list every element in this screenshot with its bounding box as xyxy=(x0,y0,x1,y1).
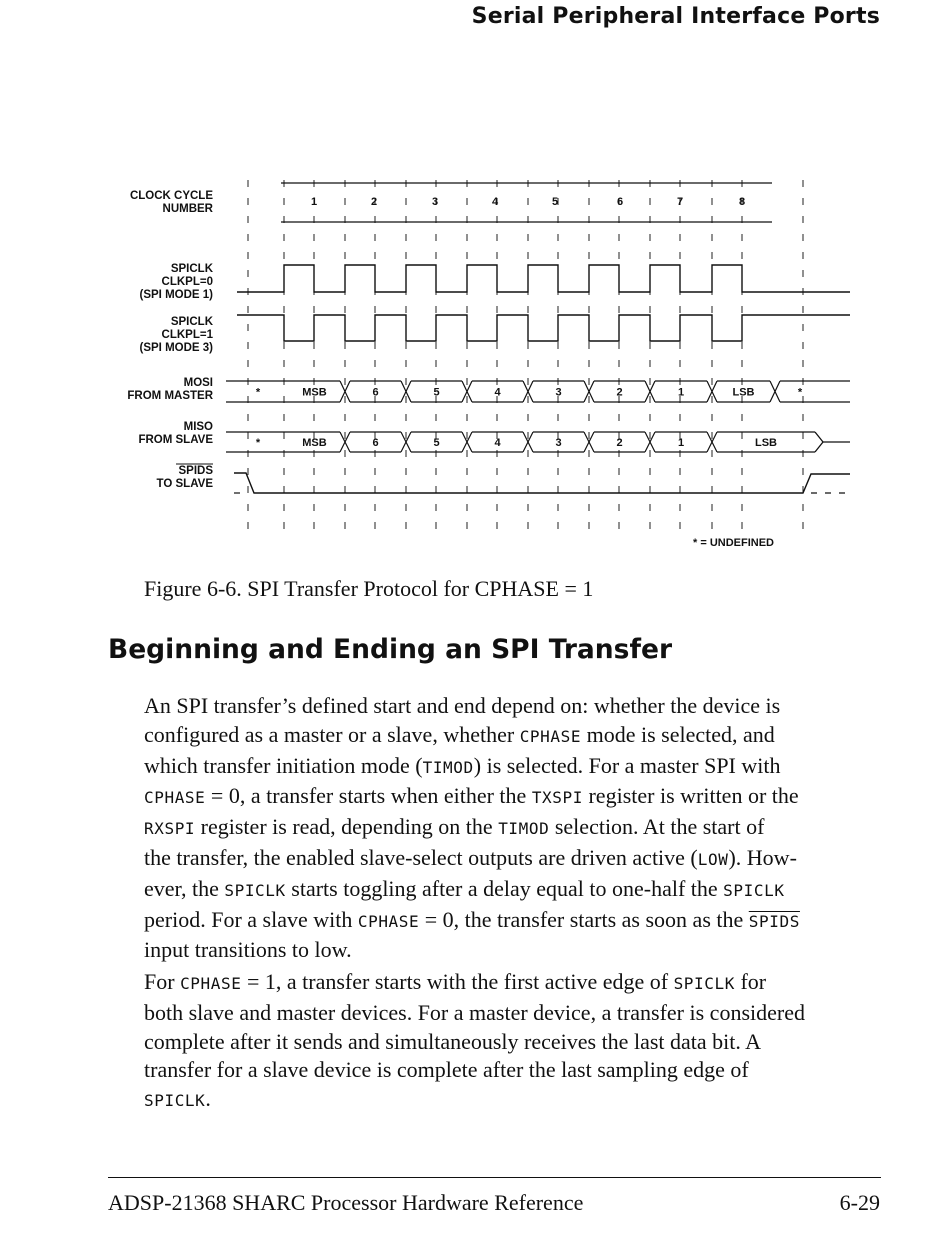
text-run: period. For a slave with xyxy=(144,906,358,932)
mosi-cell-label: LSB xyxy=(732,386,755,399)
miso-cell-label: MSB xyxy=(302,437,327,449)
spiclk-mode3-waveform xyxy=(237,315,850,341)
text-run: ). How- xyxy=(728,844,797,870)
code-term: CPHASE xyxy=(519,726,582,746)
cycle-number: 2 xyxy=(370,196,378,208)
text-run: configured as a master or a slave, whether xyxy=(144,721,520,747)
miso-cell-label: 3 xyxy=(555,437,562,449)
spiclk-mode1-label: SPICLK xyxy=(170,263,213,275)
miso-end xyxy=(815,432,823,452)
text-run: mode is selected, and xyxy=(581,721,775,747)
spiclk-mode3-label: SPICLK xyxy=(170,316,213,328)
code-term: CPHASE xyxy=(180,974,242,993)
miso-cell-label: 2 xyxy=(616,437,623,449)
code-term: CPHASE xyxy=(357,911,420,931)
text-line xyxy=(144,1056,886,1085)
running-head: Serial Peripheral Interface Ports xyxy=(471,4,880,29)
text-run: For xyxy=(144,969,181,994)
code-term: CPHASE xyxy=(144,788,206,808)
text-run: register is written or the xyxy=(582,783,799,809)
text-run: = 0, the transfer starts as soon as the xyxy=(419,906,749,932)
code-term: SPICLK xyxy=(673,974,735,993)
section-heading: Beginning and Ending an SPI Transfer xyxy=(108,634,673,665)
text-line xyxy=(144,813,886,844)
text-line xyxy=(144,999,886,1028)
clock-cycle-label: CLOCK CYCLE xyxy=(129,190,213,202)
spiclk-mode3-label: CLKPL=1 xyxy=(161,329,213,341)
cycle-number: 7 xyxy=(676,196,684,208)
cycle-number: 1 xyxy=(310,196,318,208)
text-line xyxy=(144,875,886,906)
text-line xyxy=(144,844,886,875)
text-line xyxy=(144,692,886,721)
miso-label: MISO xyxy=(183,421,213,433)
spiclk-mode1-label: CLKPL=0 xyxy=(161,276,213,288)
text-run: input transitions to low. xyxy=(144,937,352,963)
text-line xyxy=(144,1085,886,1116)
miso-cell-label: 4 xyxy=(494,437,501,449)
text-run: . xyxy=(205,1086,211,1112)
code-term: TXSPI xyxy=(531,788,583,808)
miso-cell-label: * xyxy=(255,437,261,449)
text-run: both slave and master devices. For a master device, a transfer is considered xyxy=(144,999,805,1025)
miso-label: FROM SLAVE xyxy=(138,434,213,446)
text-run: ) is selected. For a master SPI with xyxy=(473,752,781,778)
cycle-number: 3 xyxy=(431,196,439,208)
text-line xyxy=(144,936,886,965)
mosi-cell-label: MSB xyxy=(302,386,327,399)
mosi-cell-label: 5 xyxy=(433,386,440,399)
code-term: SPICLK xyxy=(723,880,785,900)
miso-cell-label: LSB xyxy=(755,437,777,449)
mosi-cell-label: 2 xyxy=(616,386,623,399)
footer-title: ADSP-21368 SHARC Processor Hardware Reference xyxy=(108,1190,584,1215)
text-run: ever, the xyxy=(144,875,225,901)
text-run: register is read, depending on the xyxy=(195,814,499,840)
figure-caption: Figure 6-6. SPI Transfer Protocol for CPHASE = 1 xyxy=(144,576,594,601)
cycle-number: 5 xyxy=(551,196,559,208)
mosi-cell-label: * xyxy=(797,386,803,399)
text-line xyxy=(144,906,886,937)
footer-rule xyxy=(108,1177,881,1178)
spids-label: SPIDS xyxy=(178,465,213,477)
text-line xyxy=(144,721,886,752)
code-term: LOW xyxy=(697,849,729,869)
spids-waveform xyxy=(234,473,850,493)
cycle-number: 6 xyxy=(616,196,624,208)
code-term: TIMOD xyxy=(498,819,550,839)
text-run: which transfer initiation mode ( xyxy=(144,752,423,778)
paragraph-1 xyxy=(144,692,886,965)
cycle-number: 8 xyxy=(738,196,746,208)
cycle-number: 4 xyxy=(491,196,499,208)
undefined-note: * = UNDEFINED xyxy=(693,537,774,549)
mosi-cell-label: 6 xyxy=(372,386,379,399)
spiclk-mode3-label: (SPI MODE 3) xyxy=(139,342,213,354)
code-term: RXSPI xyxy=(144,819,196,839)
text-run: complete after it sends and simultaneously receives the last data bit. A xyxy=(144,1028,762,1054)
mosi-label: MOSI xyxy=(183,377,213,389)
text-line xyxy=(144,968,886,999)
page-number: 6-29 xyxy=(839,1190,880,1215)
text-run: the transfer, the enabled slave-select outputs are driven active ( xyxy=(144,844,698,870)
mosi-cell-label: 3 xyxy=(555,386,562,399)
text-line xyxy=(144,1028,886,1057)
code-term: SPIDS xyxy=(748,911,800,931)
paragraph-2 xyxy=(144,968,886,1116)
miso-cell-label: 6 xyxy=(372,437,379,449)
text-line xyxy=(144,782,886,813)
text-run: transfer for a slave device is complete after the last sampling edge of xyxy=(144,1057,749,1083)
spids-label: TO SLAVE xyxy=(156,478,213,490)
text-run: selection. At the start of xyxy=(549,814,765,840)
miso-cell-label: 1 xyxy=(677,437,685,449)
spi-timing-diagram xyxy=(0,0,950,560)
text-run: An SPI transfer’s defined start and end depend on: whether the device is xyxy=(144,693,781,718)
text-line xyxy=(144,752,886,783)
miso-cell-label: 5 xyxy=(433,437,440,449)
spiclk-mode1-waveform xyxy=(237,265,850,292)
code-term: SPICLK xyxy=(144,1091,206,1111)
mosi-cell-label: 1 xyxy=(677,386,685,399)
text-run: = 0, a transfer starts when either the xyxy=(205,783,532,809)
text-run: = 1, a transfer starts with the first active edge of xyxy=(241,969,674,994)
mosi-cell-label: * xyxy=(255,386,261,399)
mosi-cell-label: 4 xyxy=(494,386,501,399)
text-run: starts toggling after a delay equal to one-half the xyxy=(285,875,724,901)
clock-cycle-label: NUMBER xyxy=(162,203,213,215)
code-term: TIMOD xyxy=(422,757,474,777)
mosi-label: FROM MASTER xyxy=(127,390,213,402)
code-term: SPICLK xyxy=(224,880,286,900)
spiclk-mode1-label: (SPI MODE 1) xyxy=(139,289,213,301)
text-run: for xyxy=(734,969,767,994)
